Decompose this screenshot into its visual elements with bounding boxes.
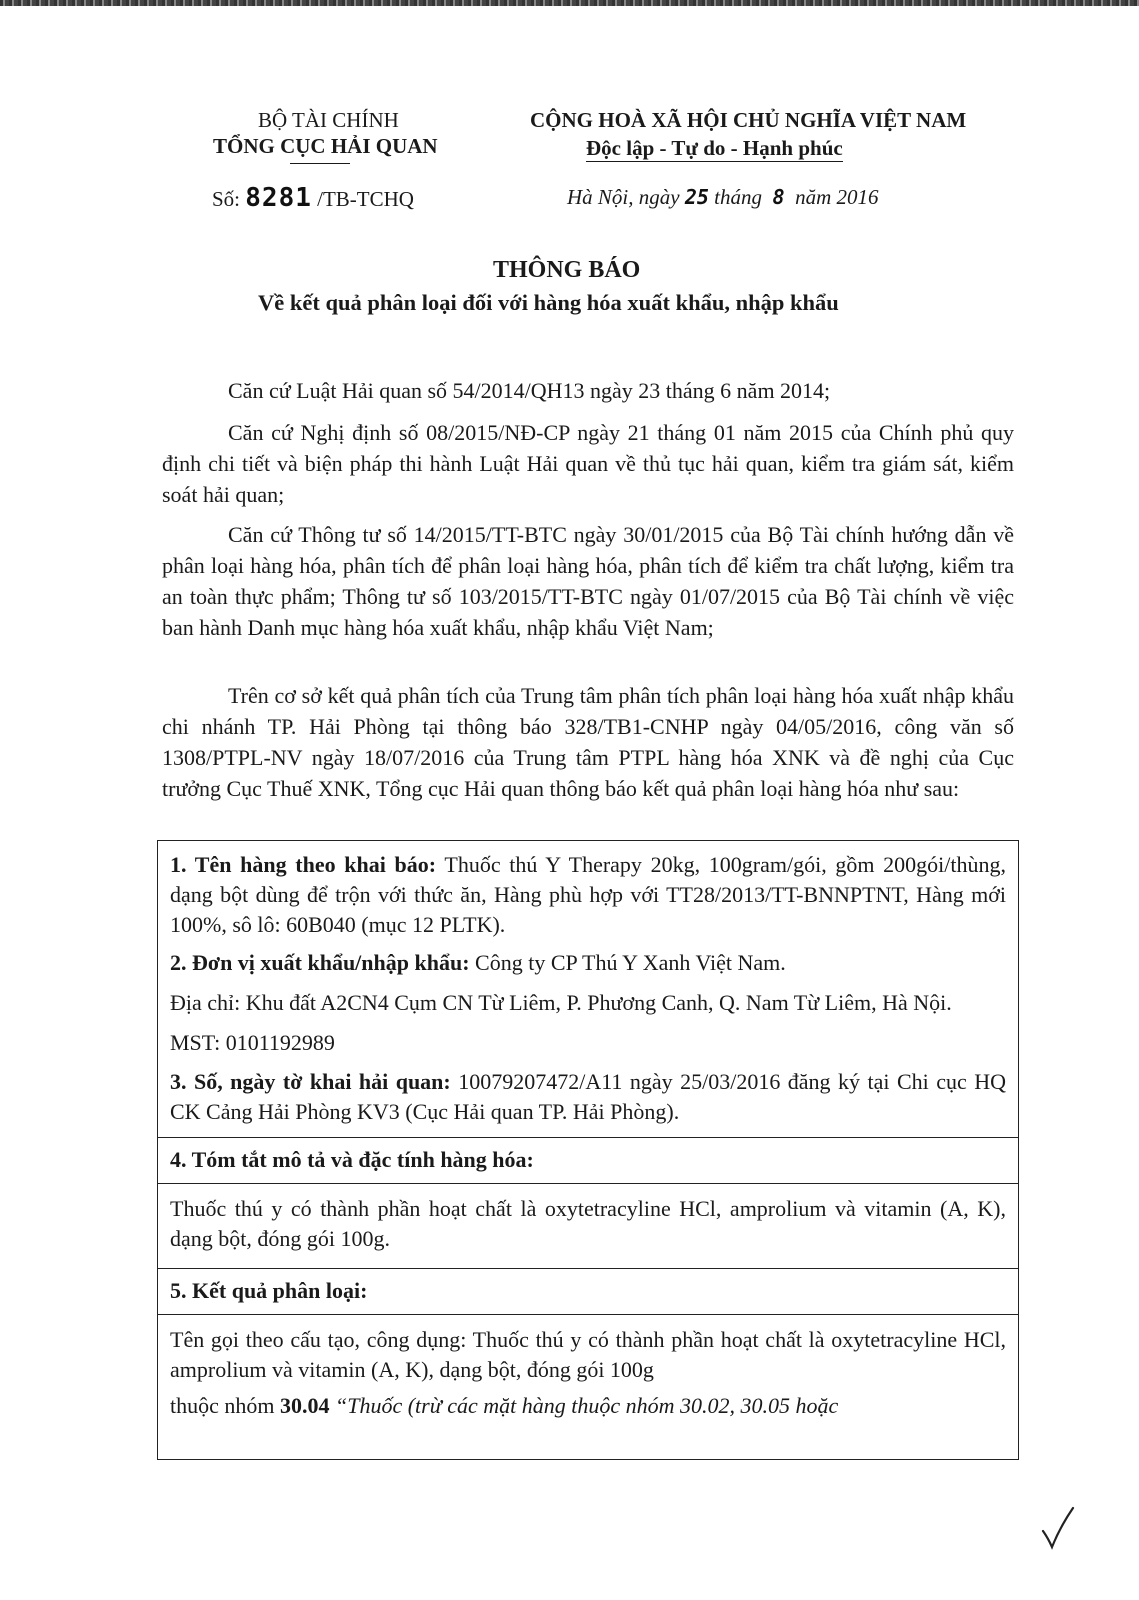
doc-title: THÔNG BÁO [493,257,641,283]
legal-basis-1: Căn cứ Luật Hải quan số 54/2014/QH13 ngày 23 tháng 6 năm 2014; [228,378,831,403]
ministry-name: BỘ TÀI CHÍNH [258,108,399,132]
exporter-importer: 2. Đơn vị xuất khẩu/nhập khẩu: Công ty CP Thú Y Xanh Việt Nam. [170,950,786,975]
scan-border [0,0,1139,6]
header-divider-left [290,163,350,164]
country-name: CỘNG HOÀ XÃ HỘI CHỦ NGHĨA VIỆT NAM [530,108,967,132]
legal-basis-2: Căn cứ Nghị định số 08/2015/NĐ-CP ngày 21 tháng 01 năm 2015 của Chính phủ quy định chi tiết và biện pháp thi hành Luật Hải quan về thủ tục hải quan, kiểm tra giám sát, kiểm soát hải quan; [162,420,1014,507]
department-name: TỔNG CỤC HẢI QUAN [213,134,438,158]
result-text: Tên gọi theo cấu tạo, công dụng: Thuốc thú y có thành phần hoạt chất là oxytetracyline HCl, amprolium và vitamin (A, K), dạng bột, đóng gói 100g [170,1327,1006,1382]
classification-table [157,840,1019,1460]
summary-heading: 4. Tóm tắt mô tả và đặc tính hàng hóa: [170,1147,534,1172]
customs-declaration: 3. Số, ngày tờ khai hải quan: 10079207472/A11 ngày 25/03/2016 đăng ký tại Chi cục HQ CK Cảng Hải Phòng KV3 (Cục Hải quan TP. Hải Phòng). [170,1069,1006,1124]
motto: Độc lập - Tự do - Hạnh phúc [586,136,843,160]
result-heading-group: thuộc nhóm 30.04 “Thuốc (trừ các mặt hàng thuộc nhóm 30.02, 30.05 hoặc [170,1393,839,1418]
summary-text: Thuốc thú y có thành phần hoạt chất là oxytetracyline HCl, amprolium và vitamin (A, K), dạng bột, đóng gói 100g. [170,1196,1006,1251]
declared-goods: 1. Tên hàng theo khai báo: Thuốc thú Y Therapy 20kg, 100gram/gói, gồm 200gói/thùng, dạng bột dùng để trộn với thức ăn, Hàng phù hợp với TT28/2013/TT-BNNPTNT, Hàng mới 100%, sô lô: 60B040 (mục 12 PLTK). [170,852,1007,937]
result-heading: 5. Kết quả phân loại: [170,1278,368,1303]
legal-basis-3: Căn cứ Thông tư số 14/2015/TT-BTC ngày 30/01/2015 của Bộ Tài chính hướng dẫn về phân loại hàng hóa, phân tích để phân loại hàng hóa, phân tích để kiểm tra chất lượng, kiểm tra an toàn thực phẩm; Thông tư số 103/2015/TT-BTC ngày 01/07/2015 của Bộ Tài chính về việc ban hành Danh mục hàng hóa xuất khẩu, nhập khẩu Việt Nam; [162,522,1014,640]
date-line: Hà Nội, ngày 25 tháng 8 năm 2016 [567,185,879,209]
analysis-basis: Trên cơ sở kết quả phân tích của Trung tâm phân tích phân loại hàng hóa xuất nhập khẩu chi nhánh TP. Hải Phòng tại thông báo 328/TB1-CNHP ngày 04/05/2016, công văn số 1308/PTPL-NV ngày 18/07/2016 của Trung tâm PTPL hàng hóa XNK và đề nghị của Cục trưởng Cục Thuế XNK, Tổng cục Hải quan thông báo kết quả phân loại hàng hóa như sau: [162,683,1014,801]
tax-code: MST: 0101192989 [170,1030,335,1055]
address: Địa chỉ: Khu đất A2CN4 Cụm CN Từ Liêm, P. Phương Canh, Q. Nam Từ Liêm, Hà Nội. [170,990,952,1015]
document-number: Số: 8281 /TB-TCHQ [212,183,414,213]
checkmark-icon [1040,1505,1076,1551]
doc-subtitle: Về kết quả phân loại đối với hàng hóa xuất khẩu, nhập khẩu [258,290,839,315]
